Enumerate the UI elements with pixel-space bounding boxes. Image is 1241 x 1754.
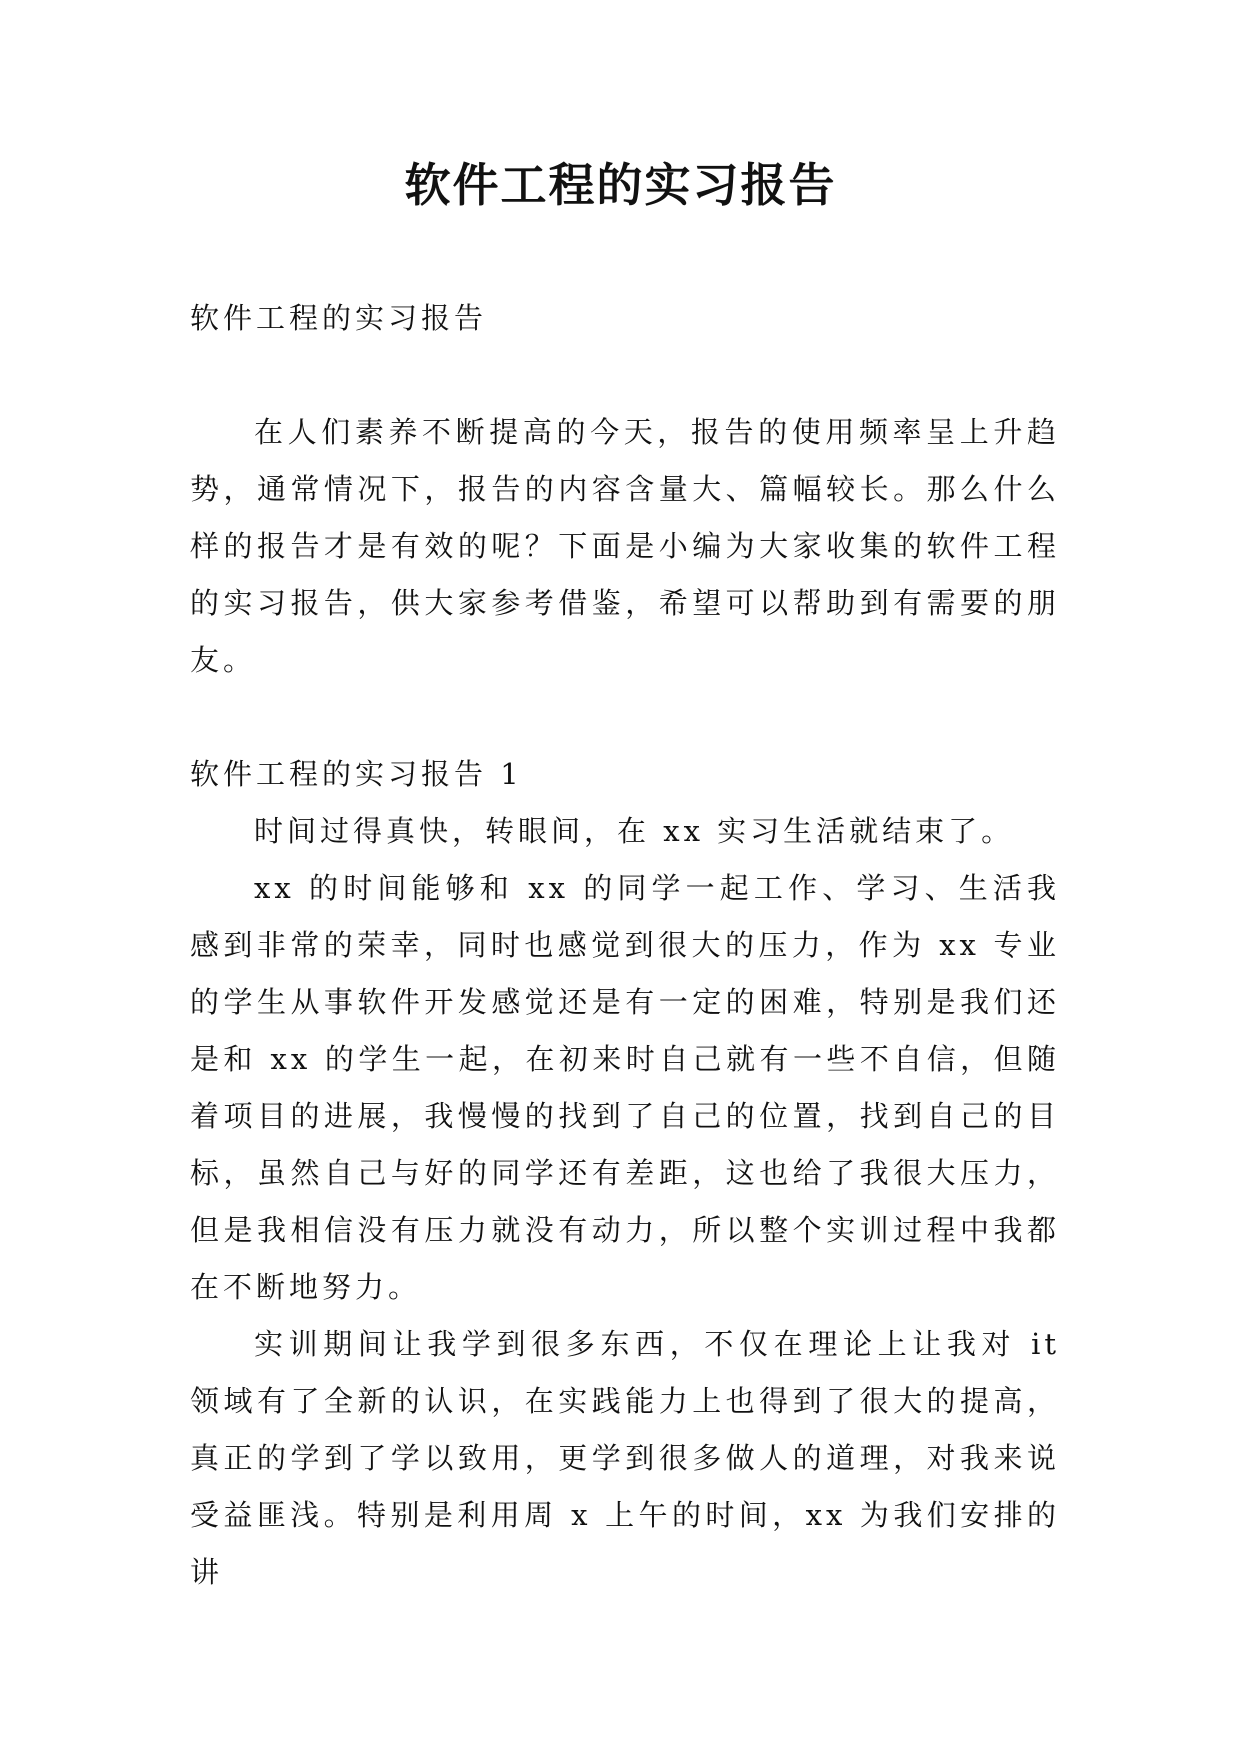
document-body <box>190 290 1060 1601</box>
document-title: 软件工程的实习报告 <box>404 158 837 212</box>
body-paragraph: 实训期间让我学到很多东西，不仅在理论上让我对 it 领域有了全新的认识，在实践能力上也得到了很大的提高，真正的学到了学以致用，更学到很多做人的道理，对我来说受益匪浅。特别是利用周 x 上午的时间，xx 为我们安排的讲 <box>190 1327 1060 1589</box>
intro-paragraph: 在人们素养不断提高的今天，报告的使用频率呈上升趋势，通常情况下，报告的内容含量大、篇幅较长。那么什么样的报告才是有效的呢？下面是小编为大家收集的软件工程的实习报告，供大家参考借鉴，希望可以帮助到有需要的朋友。 <box>190 415 1060 677</box>
document-subtitle: 软件工程的实习报告 <box>190 301 488 335</box>
section-heading: 软件工程的实习报告 1 <box>190 757 523 791</box>
spacer <box>190 689 1060 746</box>
body-paragraph: 时间过得真快，转眼间，在 xx 实习生活就结束了。 <box>254 814 1015 848</box>
spacer <box>190 347 1060 404</box>
body-paragraph: xx 的时间能够和 xx 的同学一起工作、学习、生活我感到非常的荣幸，同时也感觉到很大的压力，作为 xx 专业的学生从事软件开发感觉还是有一定的困难，特别是我们还是和 xx 的学生一起，在初来时自己就有一些不自信，但随着项目的进展，我慢慢的找到了自己的位置，找到自己的目标，虽然自己与好的同学还有差距，这也给了我很大压力，但是我相信没有压力就没有动力，所以整个实训过程中我都在不断地努力。 <box>190 871 1060 1304</box>
